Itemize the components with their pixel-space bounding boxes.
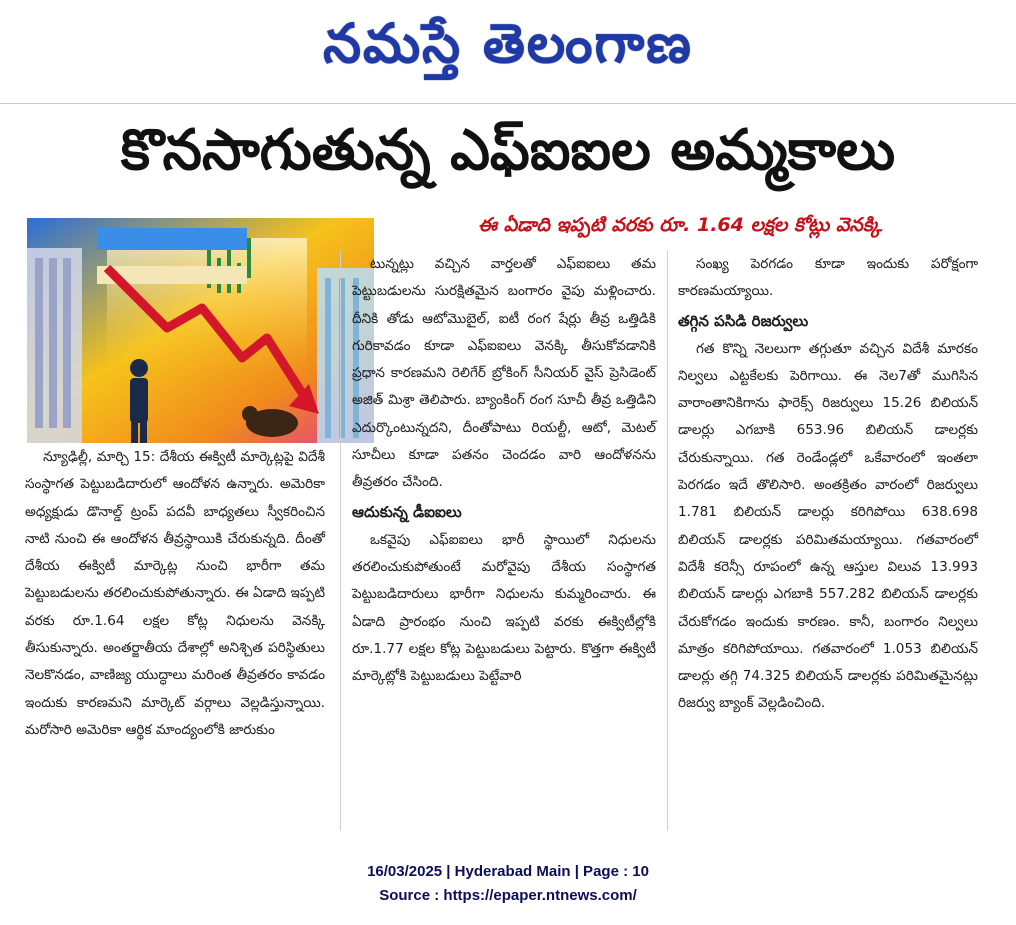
- article-column-1: [25, 444, 325, 744]
- article-column-2: [352, 251, 656, 690]
- section-heading: ఆదుకున్న డీఐఐలు: [352, 502, 462, 521]
- article-paragraph: ఒకవైపు ఎఫ్‌ఐఐలు భారీ స్థాయిలో నిధులను తరలించుకుపోతుంటే మరోవైపు దేశీయ సంస్థాగత పెట్టుబడిదారులు భారీగా నిధులను కుమ్మరించారు. ఈ ఏడాది ప్రారంభం నుంచి ఇప్పటి వరకు ఈక్విటీల్లోకి రూ.1.77 లక్షల కోట్ల పెట్టుబడులు పెట్టారు. కొత్తగా ఈక్విటీ మార్కెట్లోకి పెట్టుబడులు పెట్టేవారి: [352, 531, 656, 685]
- section-heading: తగ్గిన పసిడి రిజర్వులు: [678, 311, 809, 330]
- article-column-3: [678, 251, 978, 718]
- article-paragraph: గత కొన్ని నెలలుగా తగ్గుతూ వచ్చిన విదేశీ మారకం నిల్వలు ఎట్టకేలకు పెరిగాయి. ఈ నెల7తో ముగిసిన వారాంతానికిగాను ఫారెక్స్ రిజర్వులు 15.26 బిలియన్ డాలర్లు ఎగబాకి 653.96 బిలియన్ డాలర్లకు చేరుకున్నాయి. గత రెండేండ్లలో ఒకేవారంలో ఇంతలా పెరగడం ఇదే తొలిసారి. అంతక్రితం వారంలో రిజర్వులు 1.781 బిలియన్ డాలర్లు కరిగిపోయి 638.698 బిలియన్ డాలర్లకు పరిమితమయ్యాయి. గతవారంలో విదేశీ కరెన్సీ రూపంలో ఉన్న ఆస్తుల విలువ 13.993 బిలియన్ డాలర్లు ఎగబాకి 557.282 బిలియన్ డాలర్లకు చేరుకోగడం ఇందుకు కారణం. కానీ, బంగారం నిల్వలు మాత్రం కరిగిపోయాయి. గతవారంలో 1.053 బిలియన్ డాలర్లు తగ్గి 74.325 బిలియన్ డాలర్లకు పరిమితమైనట్లు రిజర్వు బ్యాంక్ వెల్లడించింది.: [678, 340, 978, 712]
- footer-source-link[interactable]: Source : https://epaper.ntnews.com/: [379, 887, 637, 904]
- column-divider: [340, 251, 341, 831]
- masthead: [0, 0, 1016, 100]
- article-paragraph: టున్నట్లు వచ్చిన వార్తలతో ఎఫ్‌ఐఐలు తమ పెట్టుబడులను సురక్షితమైన బంగారం వైపు మళ్లించారు. దీనికి తోడు ఆటోమొబైల్, ఐటీ రంగ షేర్లు తీవ్ర ఒత్తిడికి గురికావడం కూడా ఎఫ్‌ఐఐలు వెనక్కి తీసుకోవడానికి ప్రధాన కారణమని రెలిగేర్ బ్రోకింగ్ సీనియర్ వైస్ ప్రెసిడెంట్ అజిత్ మిశ్రా తెలిపారు. బ్యాంకింగ్ రంగ సూచీ తీవ్ర ఒత్తిడిని ఎదుర్కొంటున్నదని, దీంతోపాటు రియల్టీ, ఆటో, మెటల్ సూచీలు కూడా పతనం చెందడం వారి ఆందోళనను తీవ్రతరం చేసింది.: [352, 256, 656, 491]
- column-divider: [667, 251, 668, 831]
- page-footer: [0, 860, 1016, 908]
- article-paragraph: సంఖ్య పెరగడం కూడా ఇందుకు పరోక్షంగా కారణమయ్యాయి.: [678, 256, 978, 300]
- masthead-divider: [0, 103, 1016, 104]
- headline: కొనసాగుతున్న ఎఫ్‌ఐఐల అమ్మకాలు: [120, 117, 896, 183]
- market-crash-icon: [27, 218, 374, 443]
- footer-date-page: 16/03/2025 | Hyderabad Main | Page : 10: [367, 863, 649, 880]
- article-paragraph: న్యూఢిల్లీ, మార్చి 15: దేశీయ ఈక్విటీ మార్కెట్లపై విదేశీ సంస్థాగత పెట్టుబడిదారులో ఆందోళన ఉన్నారు. అమెరికా అధ్యక్షుడు డొనాల్డ్ ట్రంప్ పదవీ బాధ్యతలు స్వీకరించిన నాటి నుంచి ఈ ఆందోళన తీవ్రస్థాయికి చేరుకున్నది. దీంతో దేశీయ ఈక్విటీ మార్కెట్ల నుంచి భారీగా తమ పెట్టుబడులను తరలించుకుపోతున్నారు. ఈ ఏడాది ఇప్పటి వరకు రూ.1.64 లక్షల కోట్ల నిధులను వెనక్కి తీసుకున్నారు. అంతర్జాతీయ దేశాల్లో అనిశ్చిత పరిస్థితులు నెలకొనడం, వాణిజ్య యుద్ధాలు మరింత తీవ్రతరం కావడం ఇందుకు కారణమని మార్కెట్ వర్గాలు వెల్లడిస్తున్నాయి. మరోసారి అమెరికా ఆర్థిక మాంద్యంలోకి జారుకుం: [25, 449, 325, 738]
- subheadline: ఈ ఏడాది ఇప్పటి వరకు రూ. 1.64 లక్షల కోట్లు వెనక్కి: [478, 214, 882, 236]
- article-photo: [27, 218, 374, 443]
- newspaper-logo: నమస్తే తెలంగాణ: [323, 11, 693, 75]
